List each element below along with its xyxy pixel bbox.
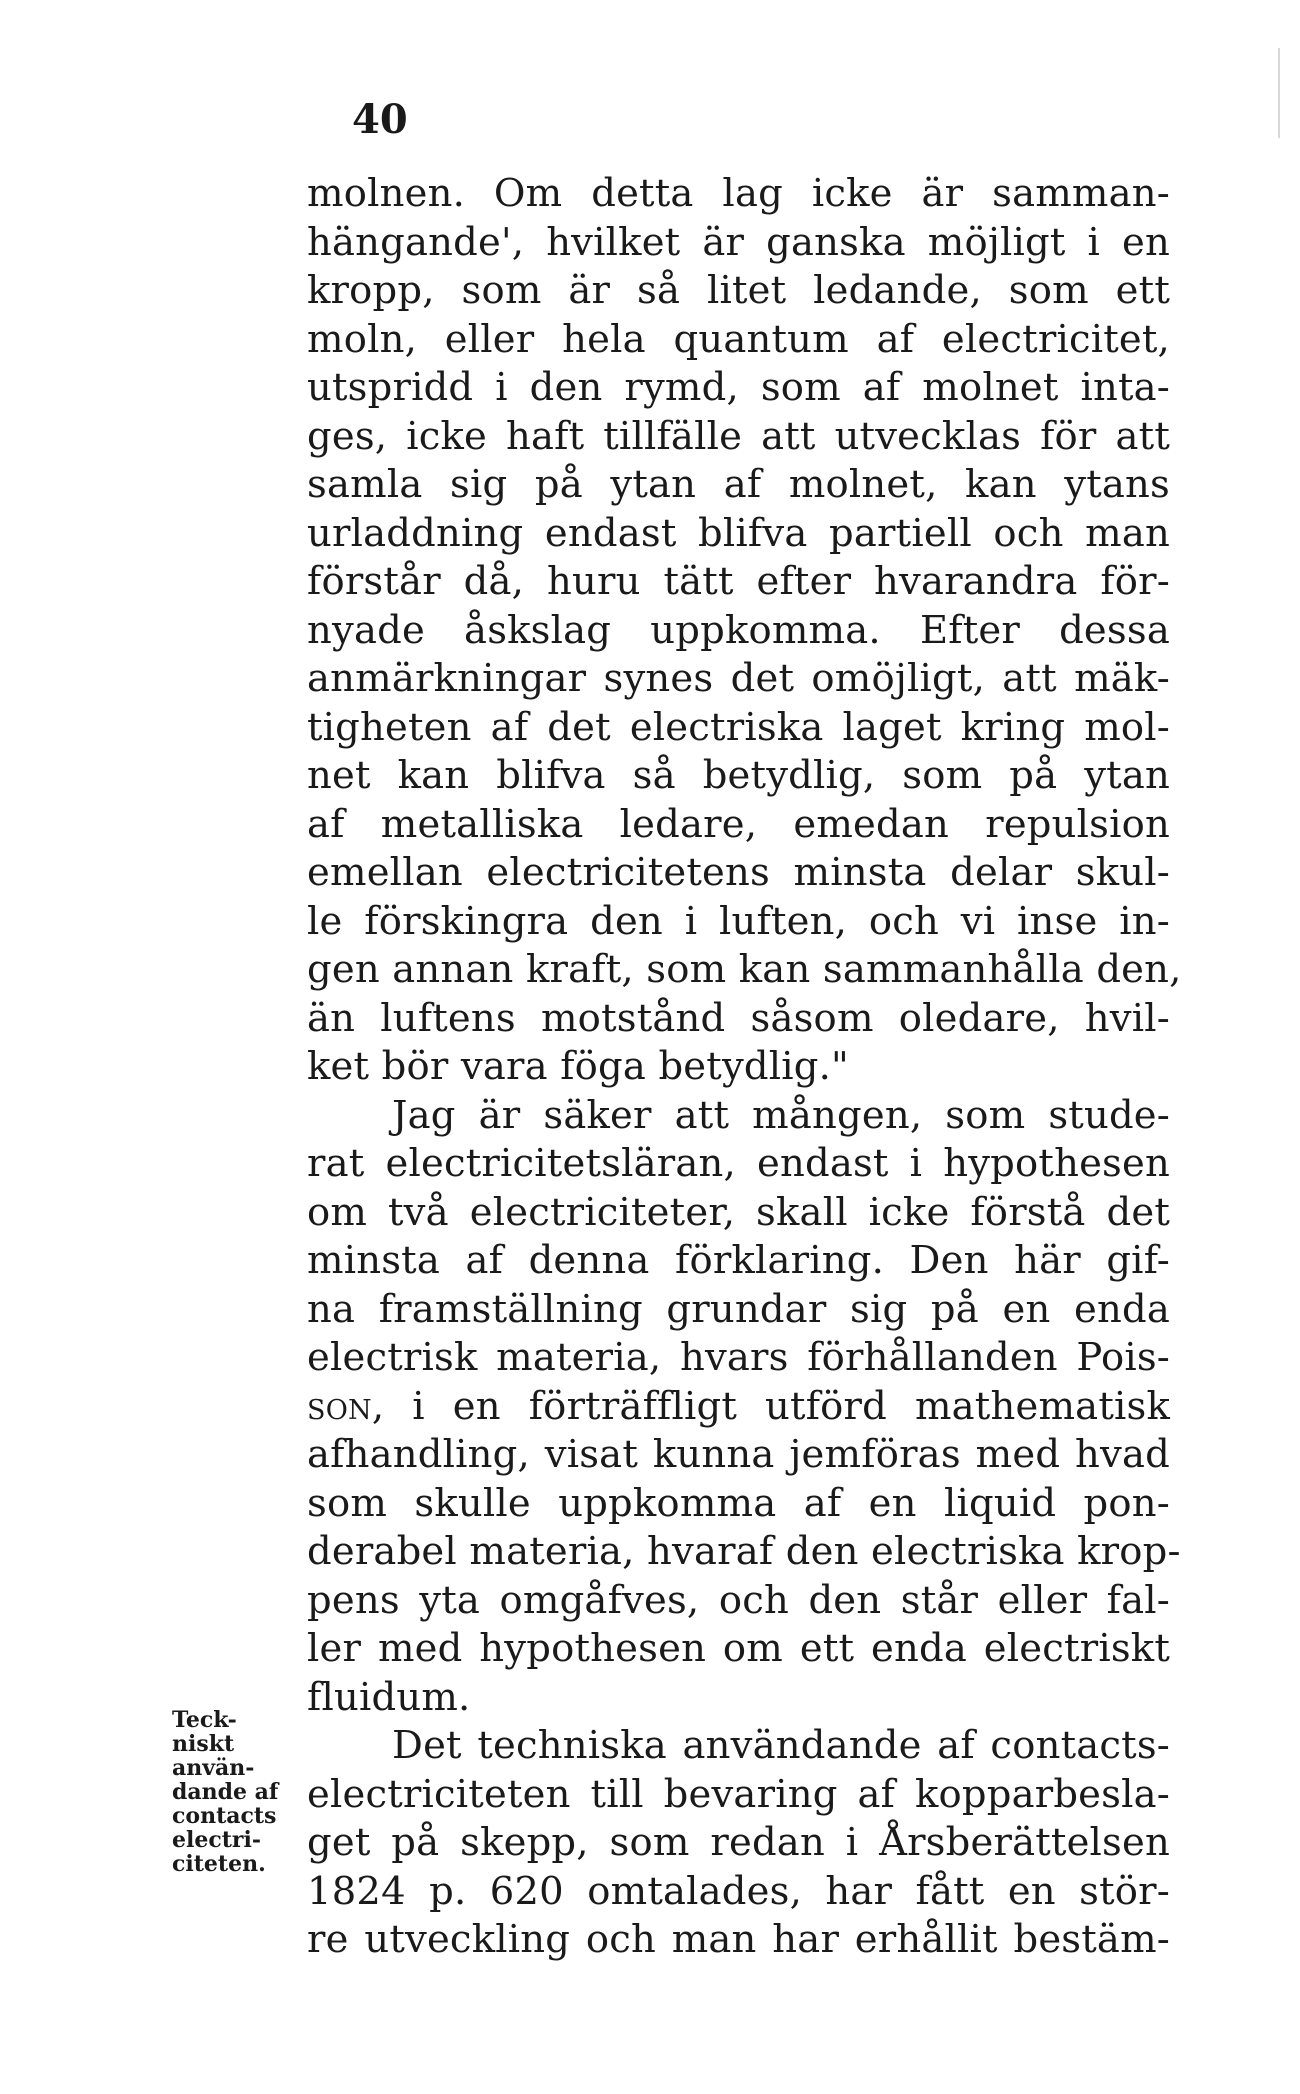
margin-note-line: dande af xyxy=(172,1779,279,1805)
text-line: som skulle uppkomma af en liquid pon- xyxy=(307,1480,1170,1526)
margin-note-line: citeten. xyxy=(172,1851,266,1877)
text-line: derabel materia, hvaraf den electriska krop- xyxy=(307,1529,1181,1574)
text-line: rat electricitetsläran, endast i hypothesen xyxy=(307,1141,1170,1186)
text-line: ges, icke haft tillfälle att utvecklas för att xyxy=(307,413,1170,459)
margin-note-line: använ- xyxy=(172,1755,255,1781)
text-line: afhandling, visat kunna jemföras med hvad xyxy=(307,1432,1170,1477)
text-line: moln, eller hela quantum af electricitet, xyxy=(307,316,1170,362)
text-line: nyade åskslag uppkomma. Efter dessa xyxy=(307,607,1170,653)
text-line: samla sig på ytan af molnet, kan ytans xyxy=(307,462,1170,507)
text-line: na framställning grundar sig på en enda xyxy=(307,1286,1170,1332)
margin-note-line: contacts xyxy=(172,1803,277,1829)
text-line: anmärkningar synes det omöjligt, att mäk- xyxy=(307,656,1170,701)
text-line xyxy=(307,1383,1170,1432)
margin-note-line: niskt xyxy=(172,1731,235,1757)
text-line: minsta af denna förklaring. Den här gif- xyxy=(307,1238,1170,1283)
text-line: electriciteten till bevaring af kopparbesla- xyxy=(307,1771,1170,1817)
text-line: emellan electricitetens minsta delar skul- xyxy=(307,850,1170,895)
text-line: om två electriciteter, skall icke förstå det xyxy=(307,1189,1170,1235)
author-name: son xyxy=(307,1383,372,1429)
text-line: hängande', hvilket är ganska möjligt i en xyxy=(307,219,1170,265)
text-line: pens yta omgåfves, och den står eller fal- xyxy=(307,1577,1170,1623)
body-text xyxy=(307,170,1182,1965)
paragraph-start-line: Jag är säker att mången, som stude- xyxy=(392,1092,1170,1138)
text-line: kropp, som är så litet ledande, som ett xyxy=(307,268,1170,313)
page-number: 40 xyxy=(352,96,408,143)
text-line: 1824 p. 620 omtalades, har fått en stör- xyxy=(307,1868,1170,1914)
text-line: ket bör vara föga betydlig." xyxy=(307,1044,849,1089)
text-line: get på skepp, som redan i Årsberättelsen xyxy=(307,1820,1170,1865)
margin-note-line: electri- xyxy=(172,1827,261,1853)
margin-note-line: Teck- xyxy=(172,1707,237,1733)
text-line: af metalliska ledare, emedan repulsion xyxy=(307,801,1170,847)
text-line: än luftens motstånd såsom oledare, hvil- xyxy=(307,995,1170,1041)
text-line: ler med hypothesen om ett enda electriskt xyxy=(307,1626,1170,1671)
text-line: electrisk materia, hvars förhållanden Pois- xyxy=(307,1335,1170,1380)
text-line: utspridd i den rymd, som af molnet intа- xyxy=(307,365,1170,410)
margin-note xyxy=(172,1708,302,1876)
paragraph-start-line: Det techniska användande af contacts- xyxy=(392,1723,1170,1768)
text-line: urladdning endast blifva partiell och man xyxy=(307,510,1170,556)
text-line: tigheten af det electriska laget kring mol- xyxy=(307,704,1170,750)
text-line: le förskingra den i luften, och vi inse in- xyxy=(307,898,1170,944)
text-line: re utveckling och man har erhållit bestäm- xyxy=(307,1917,1170,1962)
text-line: fluidum. xyxy=(307,1674,471,1720)
text-line: förstår då, huru tätt efter hvarandra för- xyxy=(307,559,1170,604)
text-line: gen annan kraft, som kan sammanhålla den, xyxy=(307,947,1182,992)
text-line-rest: , i en förträffligt utförd mathematisk xyxy=(371,1383,1170,1429)
text-line: molnen. Om detta lag icke är samman- xyxy=(307,171,1170,216)
text-line: net kan blifva så betydlig, som på ytan xyxy=(307,753,1170,798)
page-edge-mark xyxy=(1278,48,1280,138)
